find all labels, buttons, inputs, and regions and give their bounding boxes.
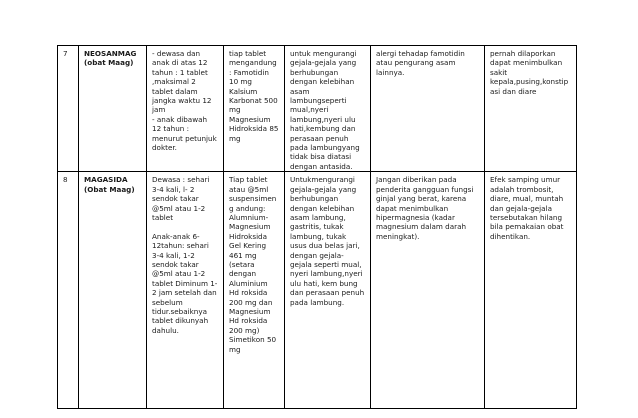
contraindication-cell: alergi tehadap famotidin atau pengurang asam lainnya. (371, 46, 485, 172)
composition-cell: Tiap tablet atau @5ml suspensimeng andung: Alumnium-Magnesium Hidroksida Gel Kering 461 mg (setara dengan Aluminium Hd roksida 200 mg dan Magnesium Hd roksida 200 mg) Simetikon 50 mg (224, 172, 285, 409)
dosage-cell: - dewasa dan anak di atas 12 tahun : 1 tablet ,maksimal 2 tablet dalam jangka waktu 12 jam - anak dibawah 12 tahun : menurut petunjuk dokter. (147, 46, 224, 172)
drug-info-table (57, 45, 577, 409)
contraindication-cell: Jangan diberikan pada penderita gangguan fungsi ginjal yang berat, karena dapat menimbulkan hipermagnesia (kadar magnesium dalam darah meningkat). (371, 172, 485, 409)
table-row (58, 46, 577, 172)
side-effects-cell: Efek samping umur adalah trombosit, diare, mual, muntah dan gejala-gejala tersebutakan hilang bila pemakaian obat dihentikan. (485, 172, 577, 409)
row-number: 8 (58, 172, 79, 409)
row-number: 7 (58, 46, 79, 172)
table-row (58, 172, 577, 409)
drug-name: MAGASIDA (Obat Maag) (79, 172, 147, 409)
side-effects-cell: pernah dilaporkan dapat menimbulkan sakit kepala,pusing,konstipasi dan diare (485, 46, 577, 172)
composition-cell: tiap tablet mengandung : Famotidin 10 mg Kalsium Karbonat 500 mg Magnesium Hidroksida 85 mg (224, 46, 285, 172)
indication-cell: Untukmengurangi gejala-gejala yang berhubungan dengan kelebihan asam lambung, gastritis, tukak lambung, tukak usus dua belas jari, dengan gejala-gejala seperti mual, nyeri lambung,nyeri ulu hati, kem bung dan perasaan penuh pada lambung. (285, 172, 371, 409)
drug-name: NEOSANMAG (obat Maag) (79, 46, 147, 172)
dosage-cell: Dewasa : sehari 3-4 kali, l- 2 sendok takar @5ml atau 1-2 tablet Anak-anak 6-12tahun: sehari 3-4 kali, 1-2 sendok takar @5ml atau 1-2 tablet Diminum 1-2 jam setelah dan sebelum tidur.sebaiknya tablet dikunyah dahulu. (147, 172, 224, 409)
indication-cell: untuk mengurangi gejala-gejala yang berhubungan dengan kelebihan asam lambungseperti mual,nyeri lambung,nyeri ulu hati,kembung dan perasaan penuh pada lambungyang tidak bisa diatasi dengan antasida. (285, 46, 371, 172)
